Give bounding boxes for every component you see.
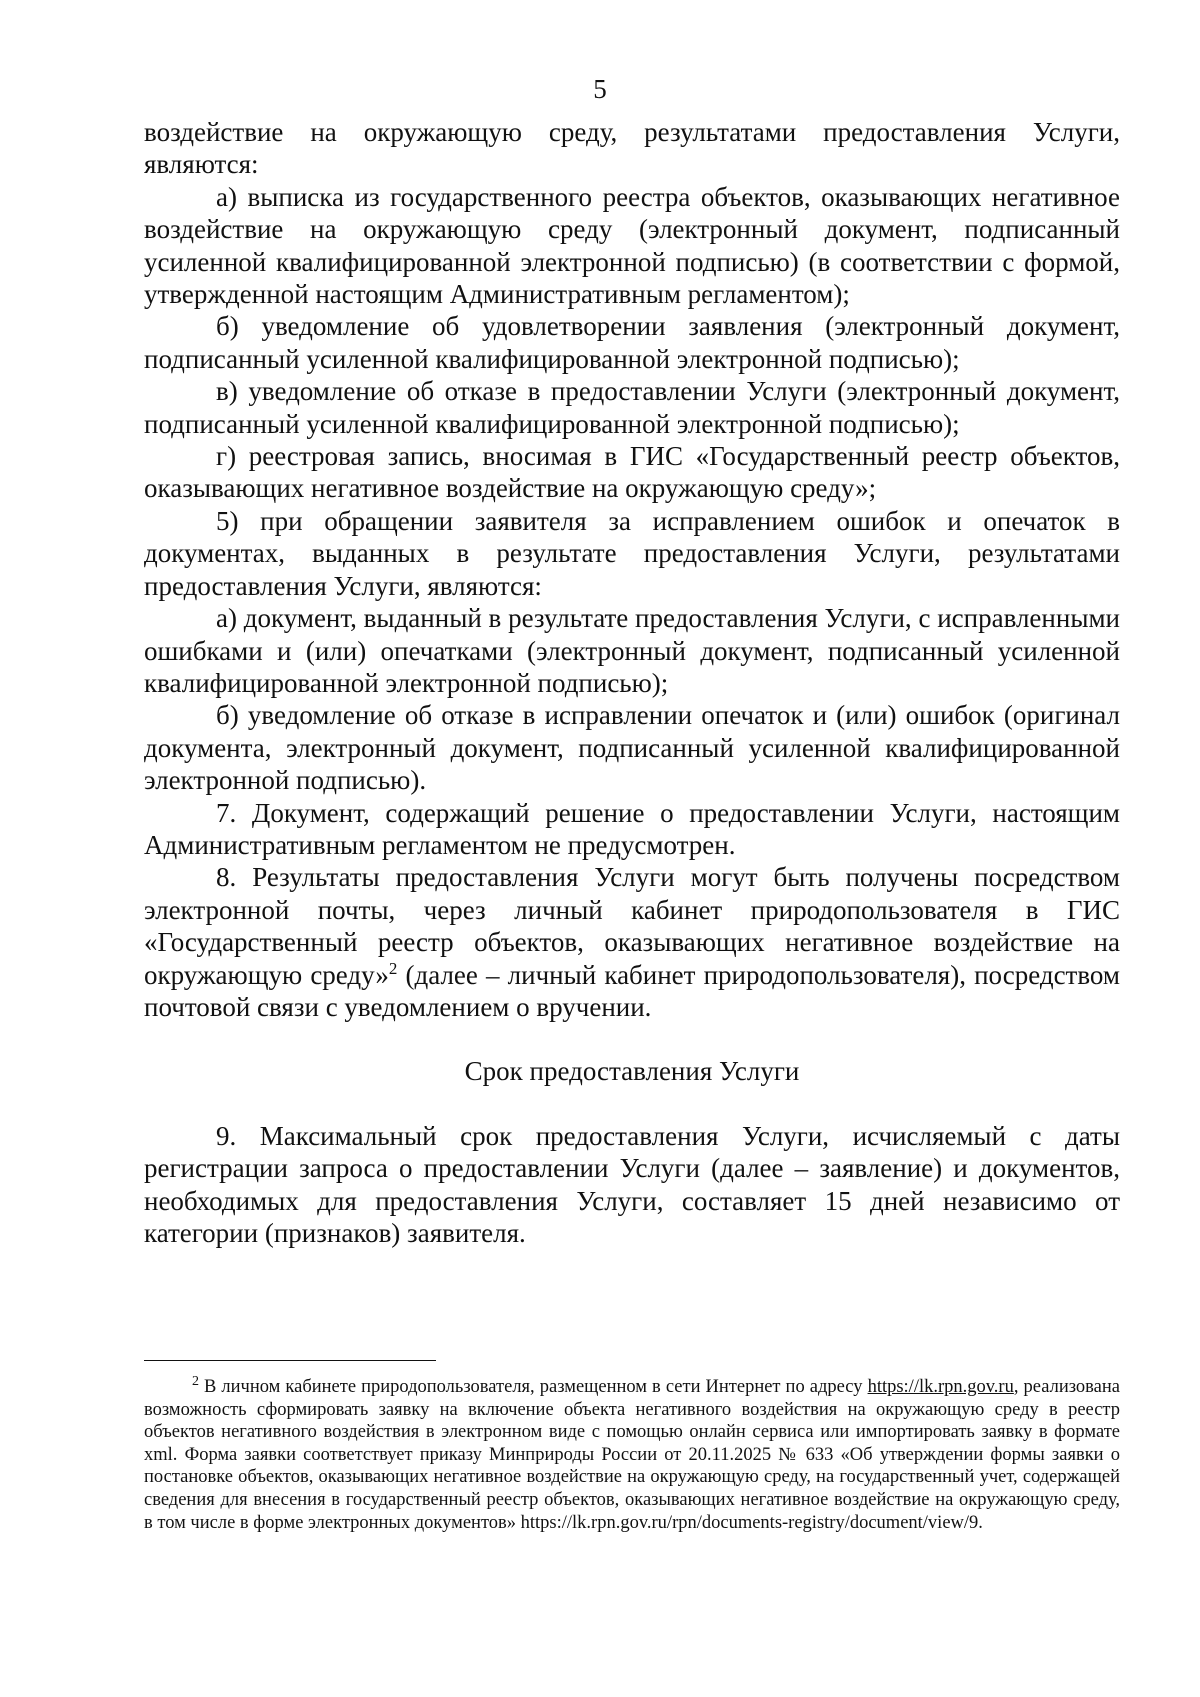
document-body: [144, 116, 1120, 1249]
paragraph-8-text-start: 8. Результаты предоставления Услуги могут быть получены посредством электронной почты, через личный кабинет природопользователя в ГИС «Государственный реестр объектов, оказывающих негативное воздействие на окружающую среду»: [144, 862, 1120, 990]
footnote-mark: 2: [192, 1374, 199, 1389]
list-item-v-refusal-notice: в) уведомление об отказе в предоставлении Услуги (электронный документ, подписанный усиленной квалифицированной электронной подписью);: [144, 376, 1120, 439]
paragraph-8-text-end: (далее – личный кабинет природопользователя), посредством почтовой связи с уведомлением о вручении.: [144, 959, 1120, 1022]
paragraph-8-results-delivery: [144, 861, 1120, 1023]
paragraph-results-continuation: воздействие на окружающую среду, результатами предоставления Услуги, являются:: [144, 117, 1120, 180]
footnote-separator: [144, 1360, 436, 1361]
footnote-reference[interactable]: 2: [388, 958, 398, 978]
footnote-text-end: , реализована возможность сформировать заявку на включение объекта негативного воздействия на окружающую среду в реестр объектов негативного воздействия в электронном виде с помощью онлайн сервиса или импортировать заявку в формате xml. Форма заявки соответствует приказу Минприроды России от 20.11.2025 № 633 «Об утверждении формы заявки о постановке объектов, оказывающих негативное воздействие на окружающую среду, на государственный учет, содержащей сведения для внесения в государственный реестр объектов, оказывающих негативное воздействие на окружающую среду, в том числе в форме электронных документов» https://lk.rpn.gov.ru/rpn/documents-registry/document/view/9.: [144, 1377, 1120, 1533]
paragraph-5-corrections: 5) при обращении заявителя за исправлением ошибок и опечаток в документах, выданных в результате предоставления Услуги, результатами предоставления Услуги, являются:: [144, 505, 1120, 601]
paragraph-7-decision-document: 7. Документ, содержащий решение о предоставлении Услуги, настоящим Административным регламентом не предусмотрен.: [144, 797, 1120, 860]
footnote-link[interactable]: https://lk.rpn.gov.ru: [867, 1377, 1014, 1397]
paragraph-9-max-term: 9. Максимальный срок предоставления Услуги, исчисляемый с даты регистрации запроса о предоставлении Услуги (далее – заявление) и документов, необходимых для предоставления Услуги, составляет 15 дней независимо от категории (признаков) заявителя.: [144, 1120, 1120, 1248]
list-item-b-satisfaction-notice: б) уведомление об удовлетворении заявления (электронный документ, подписанный усиленной квалифицированной электронной подписью);: [144, 311, 1120, 374]
section-heading: Срок предоставления Услуги: [464, 1056, 800, 1087]
page-number: 5: [593, 74, 607, 104]
list-item-g-registry-entry: г) реестровая запись, вносимая в ГИС «Государственный реестр объектов, оказывающих негативное воздействие на окружающую среду»;: [144, 441, 1120, 504]
list-item-a-extract: а) выписка из государственного реестра объектов, оказывающих негативное воздействие на окружающую среду (электронный документ, подписанный усиленной квалифицированной электронной подписью) (в соответствии с формой, утвержденной настоящим Административным регламентом);: [144, 181, 1120, 310]
footnote-text-start: В личном кабинете природопользователя, размещенном в сети Интернет по адресу: [199, 1377, 868, 1397]
footnote-2: [144, 1376, 1120, 1534]
list-item-a-corrected-document: а) документ, выданный в результате предоставления Услуги, с исправленными ошибками и (или) опечатками (электронный документ, подписанный усиленной квалифицированной электронной подписью);: [144, 603, 1120, 698]
list-item-b-correction-refusal: б) уведомление об отказе в исправлении опечаток и (или) ошибок (оригинал документа, электронный документ, подписанный усиленной квалифицированной электронной подписью).: [144, 700, 1120, 796]
